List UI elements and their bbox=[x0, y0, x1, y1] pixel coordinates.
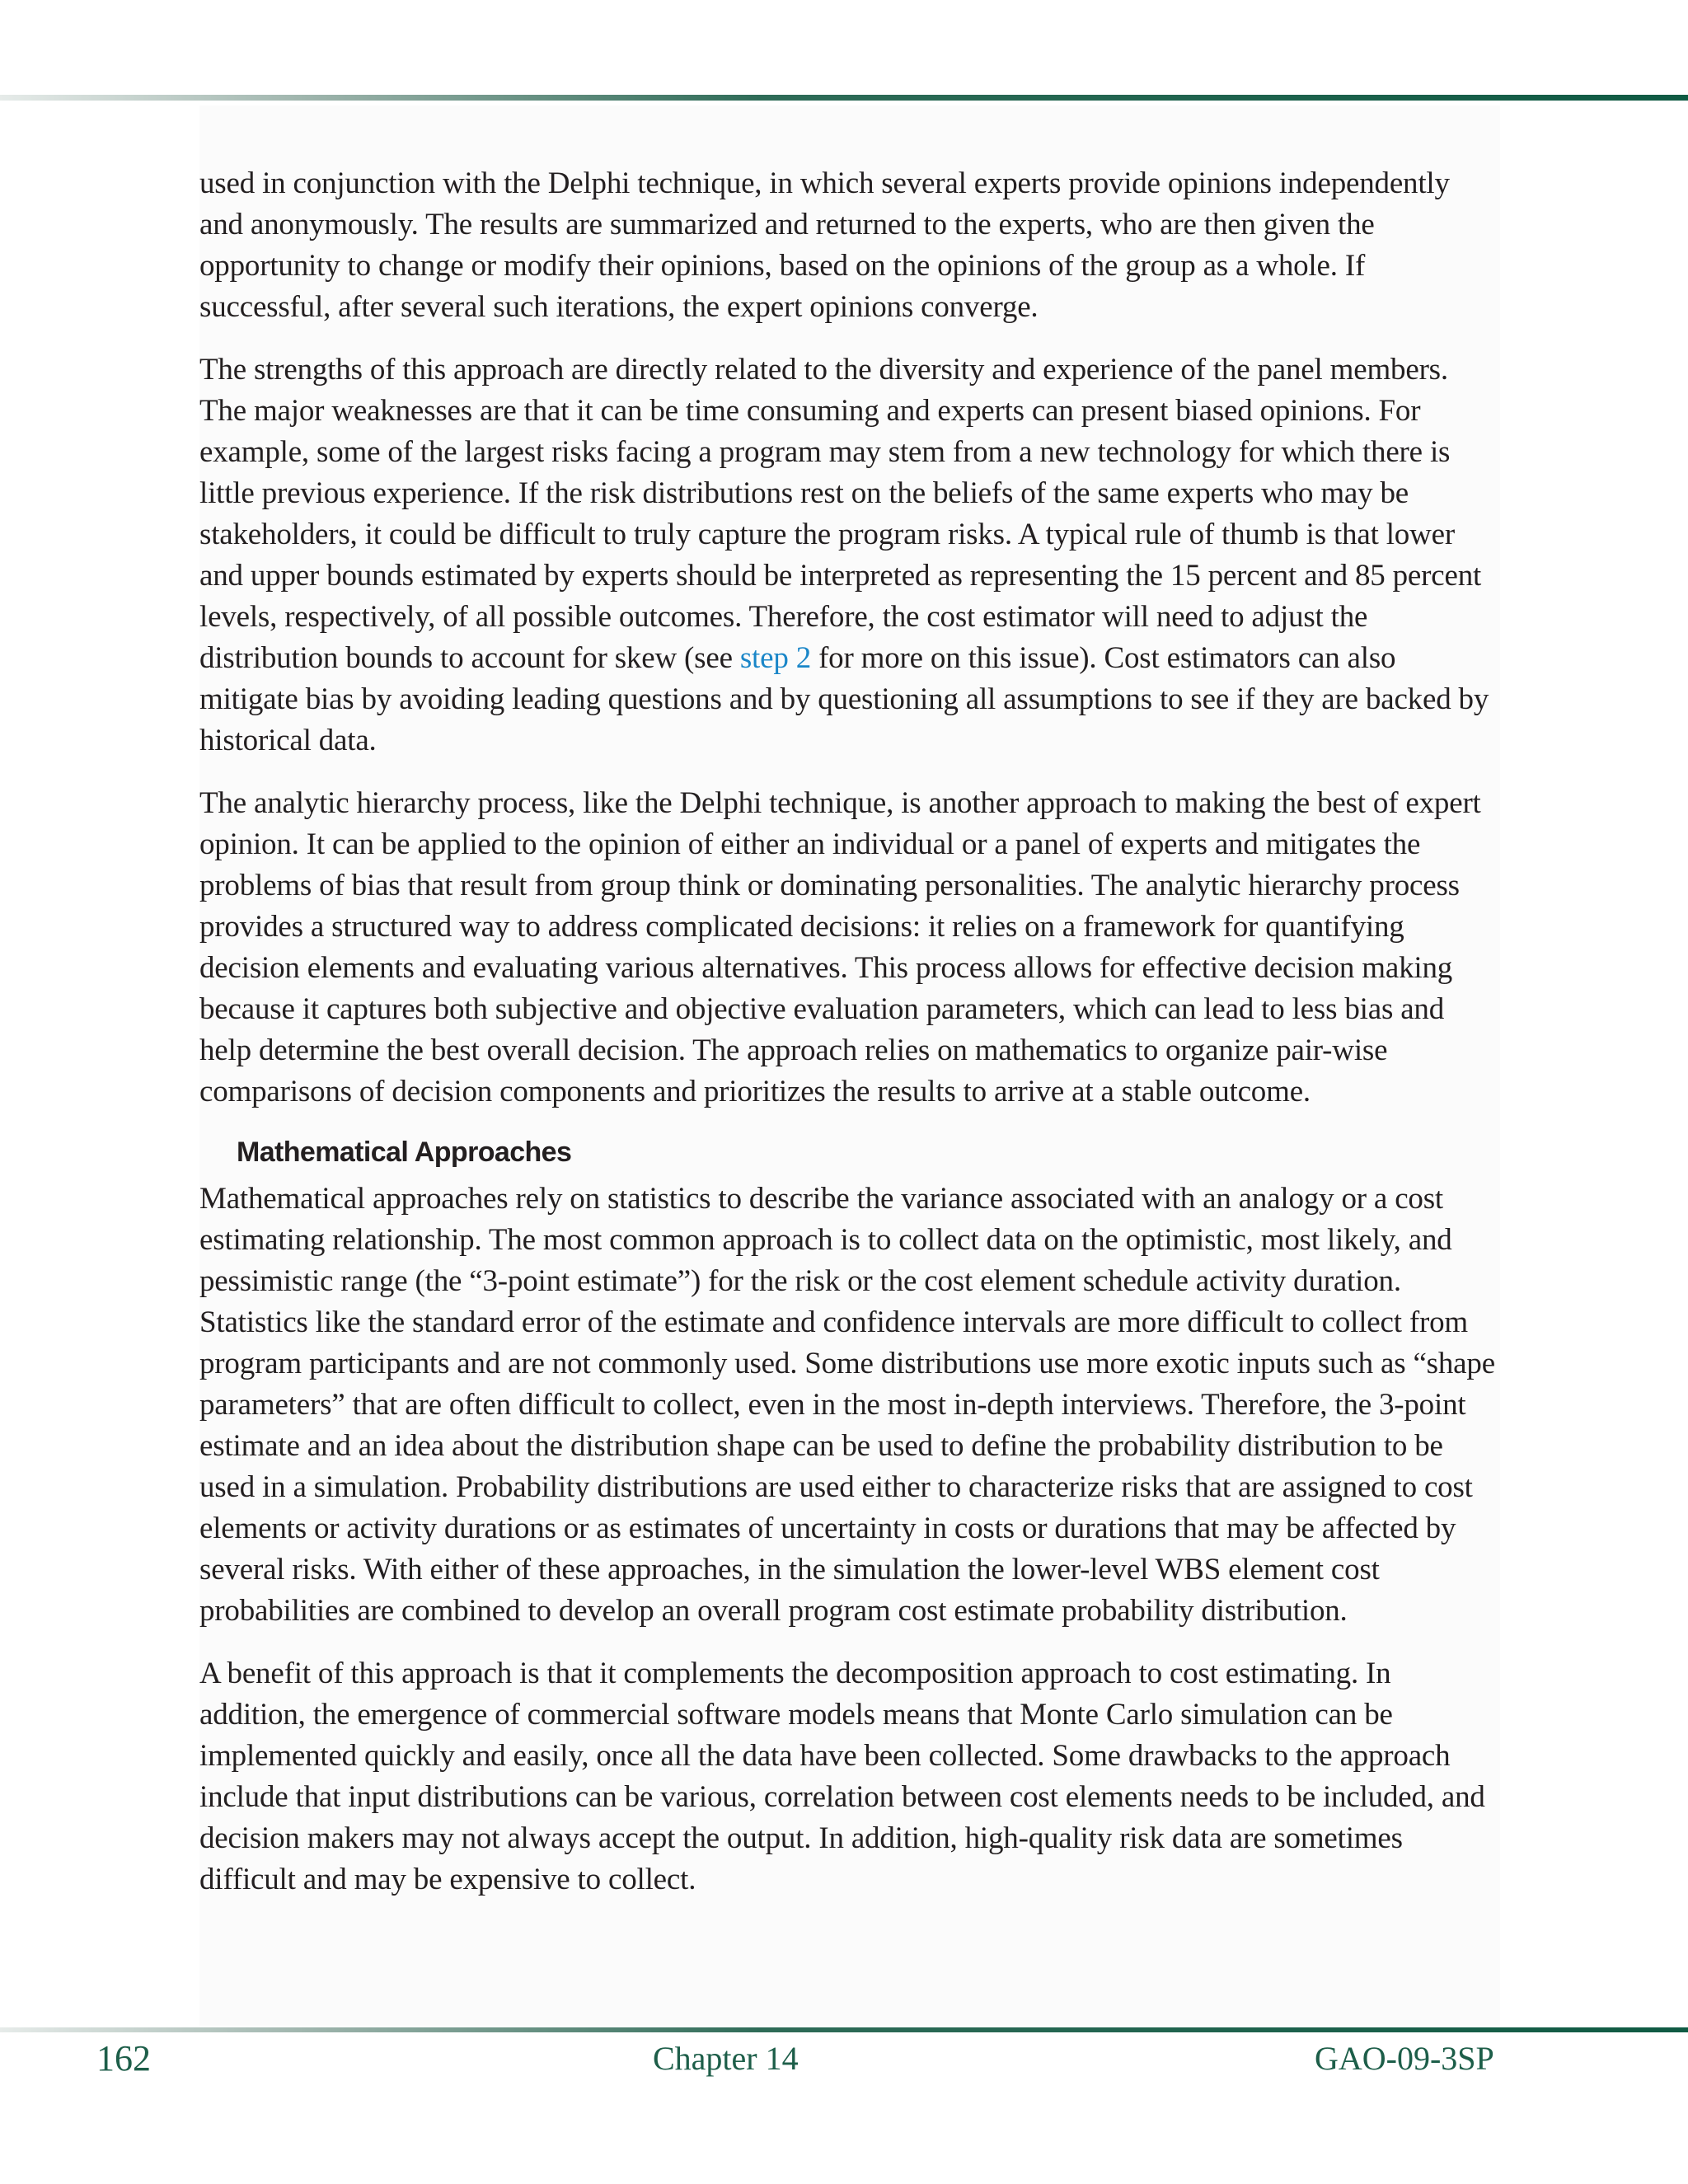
footer-rule bbox=[0, 2027, 1688, 2032]
paragraph-benefits-drawbacks: A benefit of this approach is that it complements the decomposition approach to cost estimating. In addition, the emergence of commercial software models means that Monte Carlo simulation can be implemented quickly and easily, once all the data have been collected. Some drawbacks to the approach include that input distributions can be various, correlation between cost elements needs to be included, and decision makers may not always accept the output. In addition, high-quality risk data are sometimes difficult and may be expensive to collect. bbox=[199, 1657, 1485, 1896]
document-id: GAO-09-3SP bbox=[1315, 2040, 1494, 2077]
paragraph-analytic-hierarchy: The analytic hierarchy process, like the Delphi technique, is another approach to making the best of expert opinion. It can be applied to the opinion of either an individual or a panel of experts and mitigates the problems of bias that result from group think or dominating personalities. The analytic hierarchy process provides a structured way to address complicated decisions: it relies on a framework for quantifying decision elements and evaluating various alternatives. This process allows for effective decision making because it captures both subjective and objective evaluation parameters, which can lead to less bias and help determine the best overall decision. The approach relies on mathematics to organize pair-wise comparisons of decision components and prioritizes the results to arrive at a stable outcome. bbox=[199, 786, 1481, 1108]
paragraph-mathematical-approaches: Mathematical approaches rely on statistics to describe the variance associated with an analogy or a cost estimating relationship. The most common approach is to collect data on the optimistic, most likely, and pessimistic range (the “3-point estimate”) for the risk or the cost element schedule activity duration. Statistics like the standard error of the estimate and confidence intervals are more difficult to collect from program participants and are not commonly used. Some distributions use more exotic inputs such as “shape parameters” that are often difficult to collect, even in the most in-depth interviews. Therefore, the 3-point estimate and an idea about the distribution shape can be used to define the probability distribution to be used in a simulation. Probability distributions are used either to characterize risks that are assigned to cost elements or activity durations or as estimates of uncertainty in costs or durations that may be affected by several risks. With either of these approaches, in the simulation the lower-level WBS element cost probabilities are combined to develop an overall program cost estimate probability distribution. bbox=[199, 1182, 1495, 1628]
page-content bbox=[199, 163, 1500, 1922]
paragraph-text: for more on this issue). Cost estimators can also mitigate bias by avoiding leading questions and by questioning all assumptions to see if they are backed by historical data. bbox=[199, 641, 1489, 757]
step-2-link[interactable]: step 2 bbox=[739, 641, 812, 675]
paragraph-delphi-continued: used in conjunction with the Delphi technique, in which several experts provide opinions independently and anonymously. The results are summarized and returned to the experts, who are then given the opportunity to change or modify their opinions, based on the opinions of the group as a whole. If successful, after several such iterations, the expert opinions converge. bbox=[199, 166, 1450, 324]
paragraph-strengths-weaknesses bbox=[199, 349, 1500, 762]
header-rule bbox=[0, 95, 1688, 101]
page-number: 162 bbox=[96, 2038, 151, 2079]
paragraph-text: The strengths of this approach are directly related to the diversity and experience of the panel members. The major weaknesses are that it can be time consuming and experts can present biased opinions. For example, some of the largest risks facing a program may stem from a new technology for which there is little previous experience. If the risk distributions rest on the beliefs of the same experts who may be stakeholders, it could be difficult to truly capture the program risks. A typical rule of thumb is that lower and upper bounds estimated by experts should be interpreted as representing the 15 percent and 85 percent levels, respectively, of all possible outcomes. Therefore, the cost estimator will need to adjust the distribution bounds to account for skew (see bbox=[199, 353, 1482, 675]
chapter-label: Chapter 14 bbox=[653, 2040, 799, 2077]
section-heading: Mathematical Approaches bbox=[237, 1137, 572, 1168]
